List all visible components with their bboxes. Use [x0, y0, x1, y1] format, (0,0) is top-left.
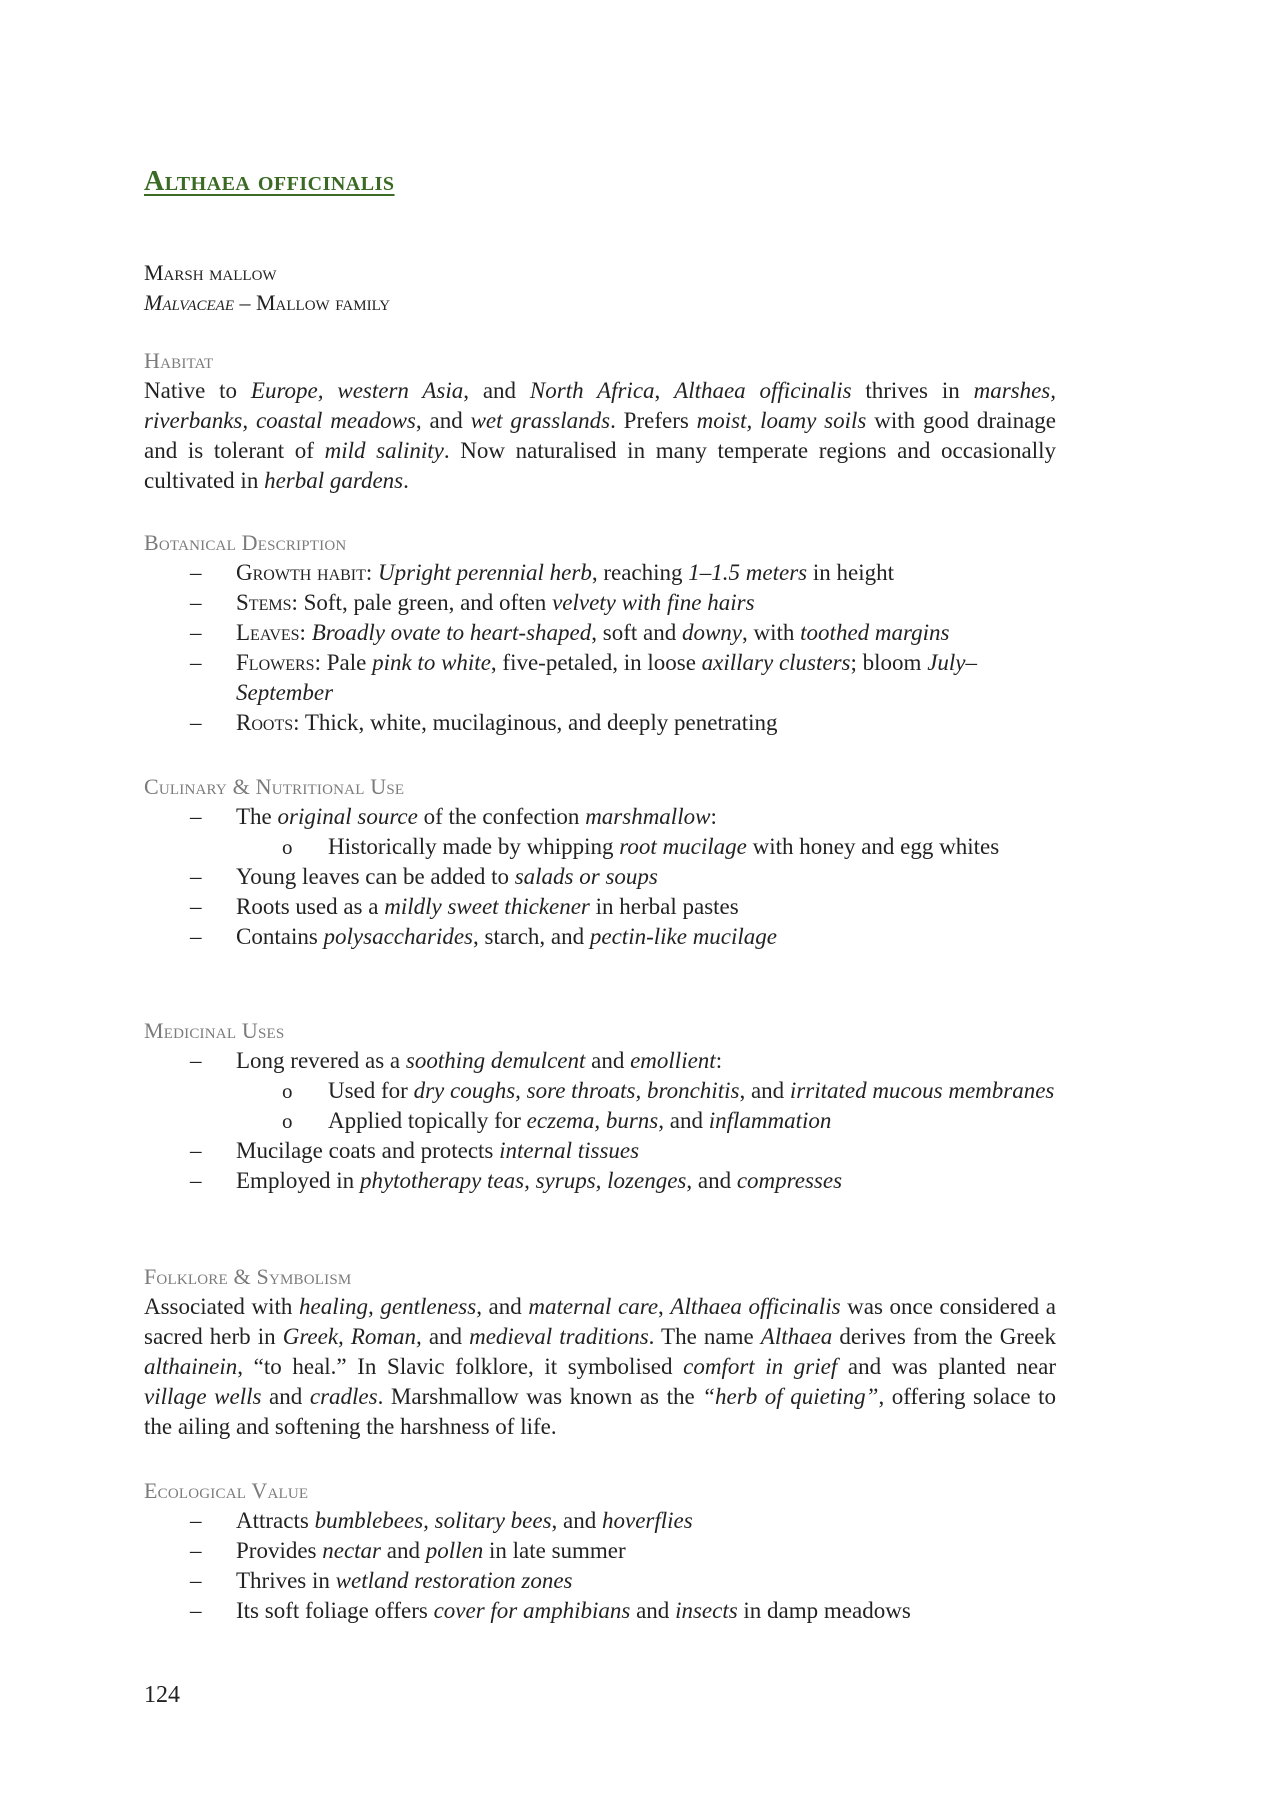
botanical-list-item [144, 588, 1056, 618]
family-latin: Malvaceae [144, 290, 234, 315]
habitat-section [144, 346, 1056, 496]
family-line [144, 288, 390, 318]
botanical-list-item [144, 618, 1056, 648]
item-text: Roots used as a mildly sweet thickener in herbal pastes [236, 894, 739, 919]
item-label: Stems [236, 590, 292, 615]
common-name: Marsh mallow [144, 260, 277, 285]
family-separator: – [233, 290, 256, 315]
ecological-list-item [144, 1596, 1056, 1626]
medicinal-list-item [144, 1136, 1056, 1166]
culinary-list [144, 802, 1056, 952]
item-text: Mucilage coats and protects internal tissues [236, 1138, 640, 1163]
medicinal-heading: Medicinal Uses [144, 1018, 285, 1043]
ecological-list-item [144, 1506, 1056, 1536]
item-text: Young leaves can be added to salads or soups [236, 864, 658, 889]
medicinal-list-item [144, 1166, 1056, 1196]
item-text: Attracts bumblebees, solitary bees, and hoverflies [236, 1508, 693, 1533]
medicinal-sub-item: o Used for dry coughs, sore throats, bronchitis, and irritated mucous membranes [144, 1076, 1056, 1106]
habitat-text: Native to Europe, western Asia, and North Africa, Althaea officinalis thrives in marshes, riverbanks, coastal meadows, and wet grasslands. Prefers moist, loamy soils with good drainage and is tolerant of mild salinity. Now naturalised in many temperate regions and occasionally cultivated in herbal gardens. [144, 378, 1057, 493]
item-text: : Broadly ovate to heart-shaped, soft and downy, with toothed margins [299, 620, 950, 645]
culinary-heading: Culinary & Nutritional Use [144, 774, 405, 799]
item-text: Contains polysaccharides, starch, and pectin-like mucilage [236, 924, 778, 949]
common-name-block [144, 258, 390, 318]
item-text: : Upright perennial herb, reaching 1–1.5 meters in height [365, 560, 894, 585]
ecological-section [144, 1476, 1056, 1626]
ecological-list-item [144, 1566, 1056, 1596]
item-text: Long revered as a soothing demulcent and emollient: [236, 1048, 723, 1073]
botanical-list [144, 558, 1056, 738]
culinary-section [144, 772, 1056, 952]
folklore-heading: Folklore & Symbolism [144, 1264, 352, 1289]
botanical-section [144, 528, 1056, 738]
ecological-list [144, 1506, 1056, 1626]
medicinal-sub-item: o Applied topically for eczema, burns, and inflammation [144, 1106, 1056, 1136]
item-text: : Soft, pale green, and often velvety with fine hairs [291, 590, 755, 615]
botanical-heading: Botanical Description [144, 530, 347, 555]
habitat-heading: Habitat [144, 348, 214, 373]
culinary-list-item [144, 862, 1056, 892]
item-text: : Thick, white, mucilaginous, and deeply penetrating [293, 710, 778, 735]
item-text: Employed in phytotherapy teas, syrups, lozenges, and compresses [236, 1168, 843, 1193]
item-text: The original source of the confection marshmallow: [236, 804, 717, 829]
medicinal-section [144, 1016, 1056, 1196]
culinary-sub-item: o Historically made by whipping root mucilage with honey and egg whites [144, 832, 1056, 862]
botanical-list-item [144, 708, 1056, 738]
item-text: Thrives in wetland restoration zones [236, 1568, 573, 1593]
culinary-list-item [144, 922, 1056, 952]
item-label: Roots [236, 710, 294, 735]
medicinal-list [144, 1046, 1056, 1196]
family-common: Mallow family [255, 290, 391, 315]
item-text: : Pale pink to white, five-petaled, in loose axillary clusters; bloom July–September [236, 650, 977, 705]
ecological-heading: Ecological Value [144, 1478, 309, 1503]
botanical-list-item [144, 558, 1056, 588]
ecological-list-item [144, 1536, 1056, 1566]
item-label: Growth habit [236, 560, 366, 585]
page-number: 124 [144, 1682, 180, 1708]
item-text: Its soft foliage offers cover for amphibians and insects in damp meadows [236, 1598, 911, 1623]
culinary-list-item [144, 892, 1056, 922]
folklore-section [144, 1262, 1056, 1442]
botanical-list-item [144, 648, 1056, 708]
folklore-text: Associated with healing, gentleness, and maternal care, Althaea officinalis was once considered a sacred herb in Greek, Roman, and medieval traditions. The name Althaea derives from the Greek althainein, “to heal.” In Slavic folklore, it symbolised comfort in grief and was planted near village wells and cradles. Marshmallow was known as the “herb of quieting”, offering solace to the ailing and softening the harshness of life. [144, 1294, 1057, 1439]
item-label: Leaves [236, 620, 300, 645]
item-text: Provides nectar and pollen in late summer [236, 1538, 626, 1563]
culinary-list-item [144, 802, 1056, 832]
page-title: Althaea officinalis [144, 166, 395, 197]
item-label: Flowers [236, 650, 315, 675]
medicinal-list-item [144, 1046, 1056, 1076]
